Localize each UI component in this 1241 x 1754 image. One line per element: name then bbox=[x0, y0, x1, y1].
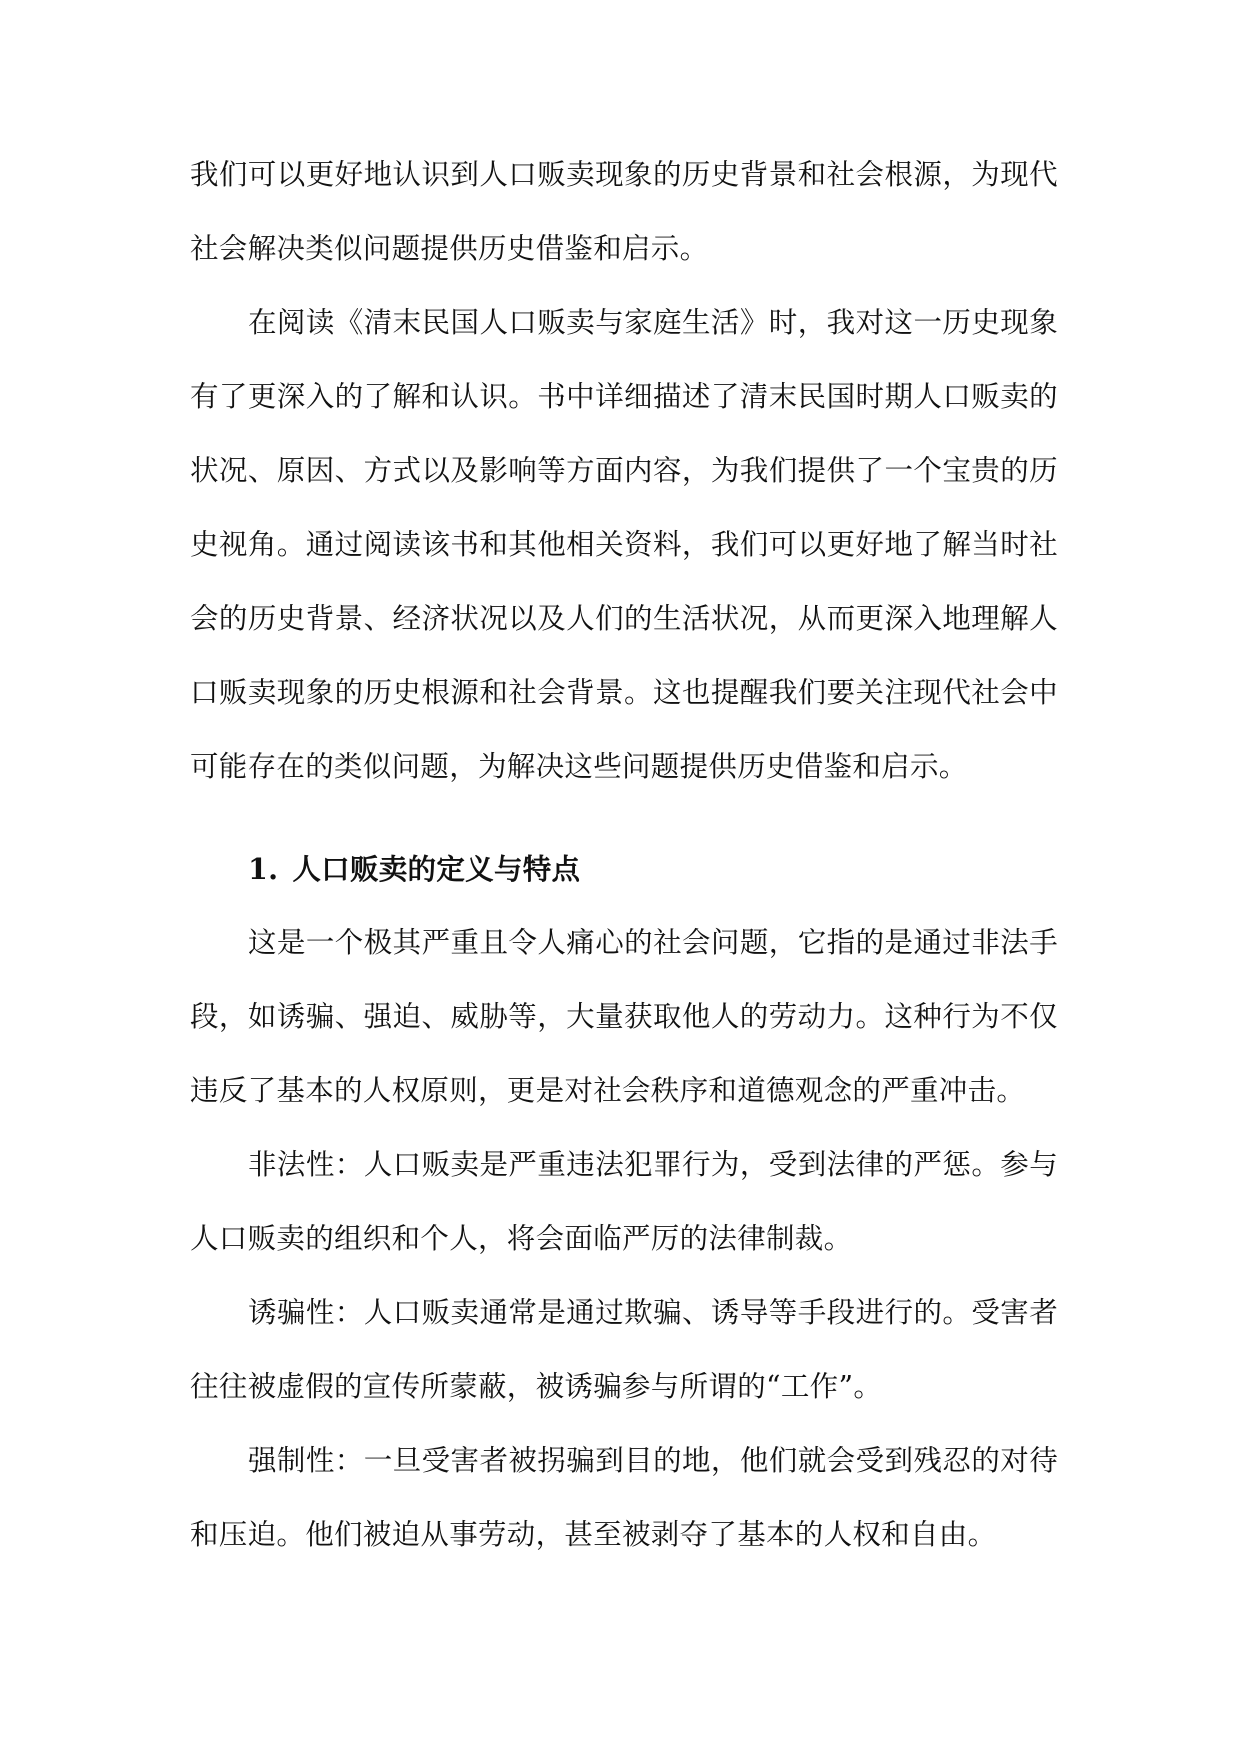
paragraph-definition: 这是一个极其严重且令人痛心的社会问题，它指的是通过非法手段，如诱骗、强迫、威胁等，大量获取他人的劳动力。这种行为不仅违反了基本的人权原则，更是对社会秩序和道德观念的严重冲击。 bbox=[190, 926, 1058, 1107]
paragraph-illegality: 非法性：人口贩卖是严重违法犯罪行为，受到法律的严惩。参与人口贩卖的组织和个人，将会面临严厉的法律制裁。 bbox=[190, 1148, 1058, 1255]
section-title: 人口贩卖的定义与特点 bbox=[292, 852, 581, 886]
paragraph-coercion: 强制性：一旦受害者被拐骗到目的地，他们就会受到残忍的对待和压迫。他们被迫从事劳动，甚至被剥夺了基本的人权和自由。 bbox=[190, 1444, 1058, 1551]
section-number: 1. bbox=[248, 852, 279, 886]
paragraph-continuation: 我们可以更好地认识到人口贩卖现象的历史背景和社会根源，为现代社会解决类似问题提供历史借鉴和启示。 bbox=[190, 158, 1058, 265]
document-body bbox=[190, 138, 1058, 1572]
paragraph-reading-reflection: 在阅读《清末民国人口贩卖与家庭生活》时，我对这一历史现象有了更深入的了解和认识。书中详细描述了清末民国时期人口贩卖的状况、原因、方式以及影响等方面内容，为我们提供了一个宝贵的历史视角。通过阅读该书和其他相关资料，我们可以更好地了解当时社会的历史背景、经济状况以及人们的生活状况，从而更深入地理解人口贩卖现象的历史根源和社会背景。这也提醒我们要关注现代社会中可能存在的类似问题，为解决这些问题提供历史借鉴和启示。 bbox=[190, 306, 1058, 783]
paragraph-deception: 诱骗性：人口贩卖通常是通过欺骗、诱导等手段进行的。受害者往往被虚假的宣传所蒙蔽，被诱骗参与所谓的“工作”。 bbox=[190, 1296, 1058, 1403]
section-heading bbox=[190, 832, 1058, 906]
